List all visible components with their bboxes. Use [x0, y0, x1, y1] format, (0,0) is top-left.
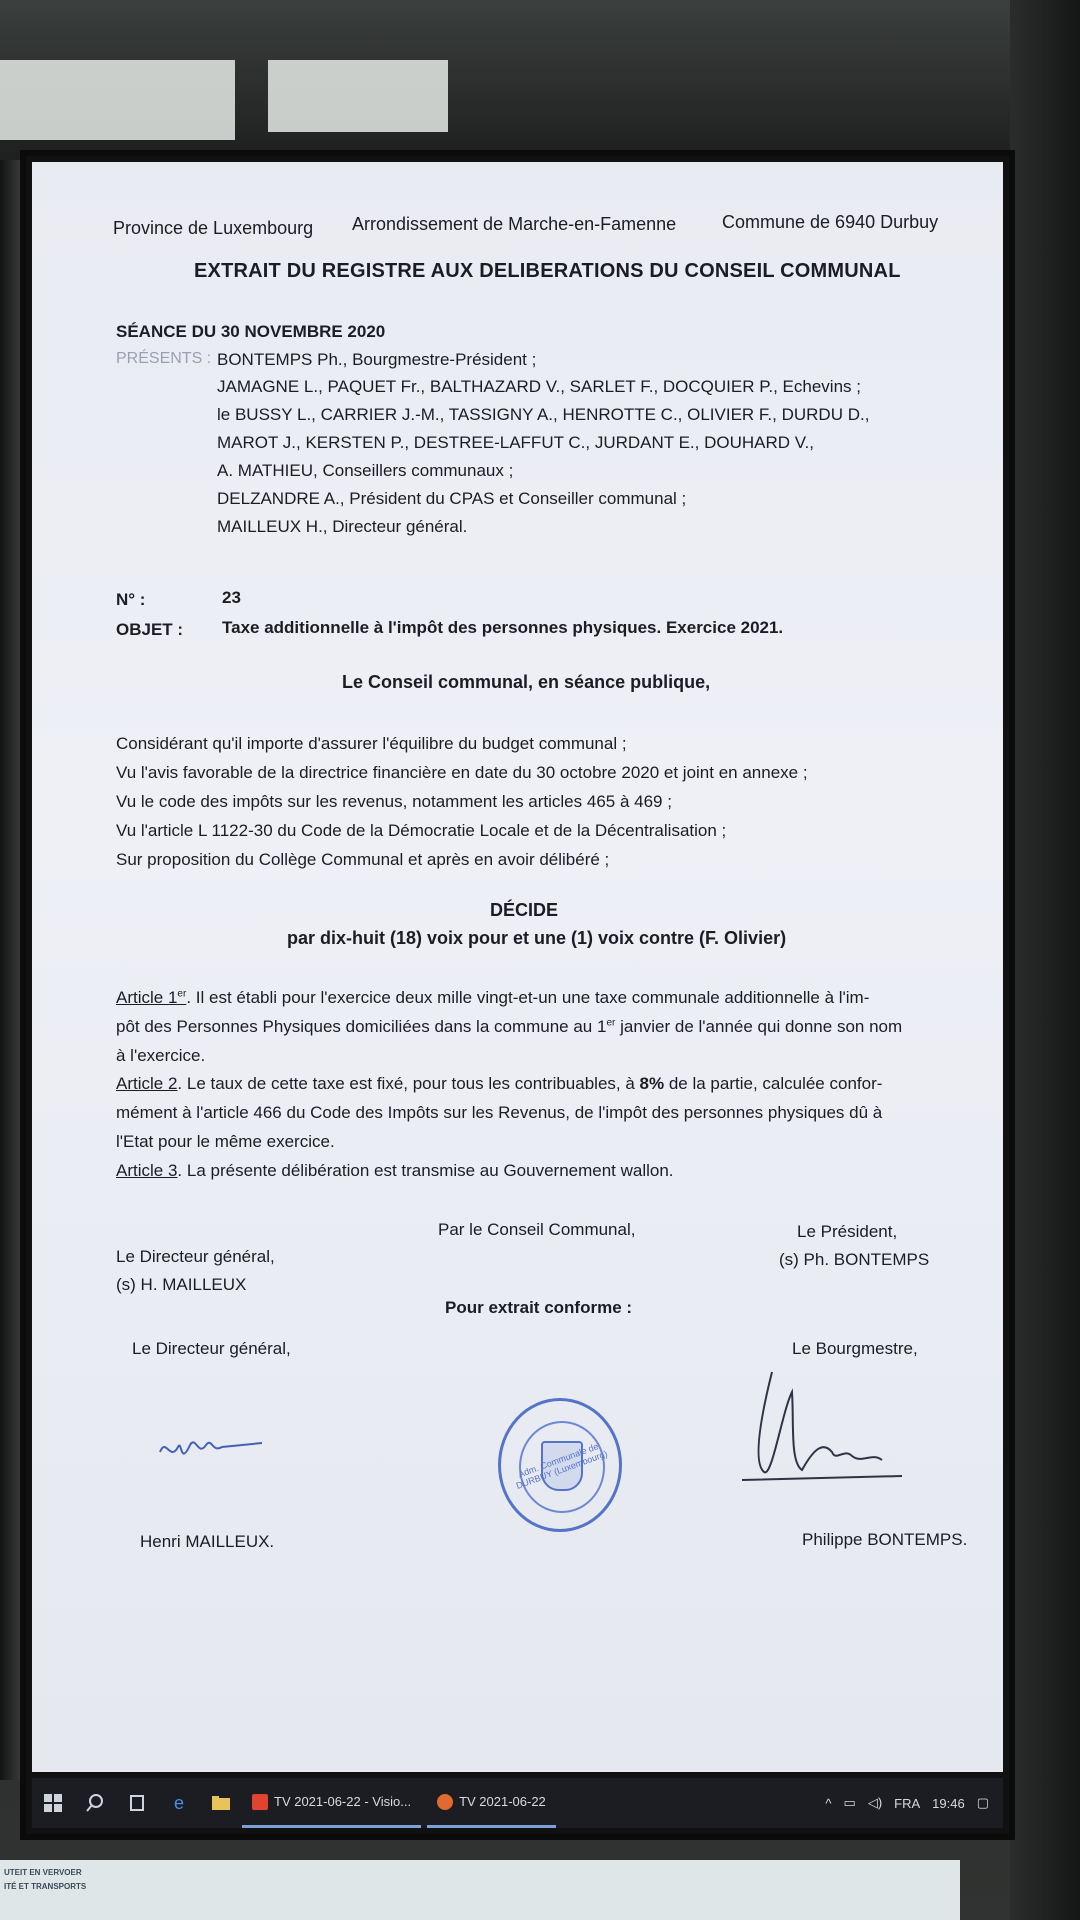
numero-label: N° :: [116, 590, 146, 609]
article-3-label: Article 3: [116, 1161, 178, 1180]
deliberation-document: [32, 162, 1003, 1772]
vote-result: par dix-huit (18) voix pour et une (1) voix contre (F. Olivier): [287, 928, 787, 948]
task-view-icon[interactable]: [126, 1792, 148, 1814]
window-frame: [1010, 0, 1080, 1920]
municipal-seal: [498, 1398, 622, 1532]
volume-icon[interactable]: ◁): [867, 1795, 883, 1810]
document-title: EXTRAIT DU REGISTRE AUX DELIBERATIONS DU CONSEIL COMMUNAL: [194, 260, 901, 282]
pour-extrait-conforme: Pour extrait conforme :: [445, 1298, 633, 1317]
directeur-label: Le Directeur général,: [116, 1247, 275, 1266]
article-1-line-3: à l'exercice.: [116, 1046, 206, 1065]
article-1-line-2: pôt des Personnes Physiques domiciliées dans la commune au 1er janvier de l'année qui donne son nom: [116, 1017, 903, 1036]
presents-line: MAROT J., KERSTEN P., DESTREE-LAFFUT C., JURDANT E., DOUHARD V.,: [217, 433, 814, 452]
bourgmestre-label: Le Bourgmestre,: [792, 1339, 918, 1358]
notifications-icon[interactable]: ▢: [976, 1795, 989, 1810]
considerant-line: Vu le code des impôts sur les revenus, notamment les articles 465 à 469 ;: [116, 792, 672, 811]
presents-line: BONTEMPS Ph., Bourgmestre-Président ;: [217, 350, 537, 369]
seance-date: SÉANCE DU 30 NOVEMBRE 2020: [116, 322, 386, 341]
search-icon[interactable]: [84, 1792, 106, 1814]
par-conseil-communal: Par le Conseil Communal,: [438, 1220, 636, 1239]
system-tray: [825, 1795, 1003, 1811]
clock[interactable]: 19:46: [932, 1795, 965, 1811]
article-2-line-2: mément à l'article 466 du Code des Impôts sur les Revenus, de l'impôt des personnes physiques dû à: [116, 1103, 883, 1122]
director-signature: [152, 1417, 272, 1477]
presents-line: JAMAGNE L., PAQUET Fr., BALTHAZARD V., SARLET F., DOCQUIER P., Echevins ;: [217, 377, 861, 396]
tax-rate: 8%: [639, 1074, 665, 1093]
directeur-label-2: Le Directeur général,: [132, 1339, 291, 1358]
presents-line: le BUSSY L., CARRIER J.-M., TASSIGNY A., HENROTTE C., OLIVIER F., DURDU D.,: [217, 405, 870, 424]
considerant-line: Vu l'avis favorable de la directrice financière en date du 30 octobre 2020 et joint en annexe ;: [116, 763, 808, 782]
header-arrondissement: Arrondissement de Marche-en-Famenne: [352, 214, 677, 234]
considerant-line: Considérant qu'il importe d'assurer l'équilibre du budget communal ;: [116, 734, 627, 753]
header-commune: Commune de 6940 Durbuy: [722, 212, 939, 232]
numero-value: 23: [222, 588, 241, 607]
signatory-left: Henri MAILLEUX.: [140, 1532, 275, 1551]
sign-text-line: UTEIT EN VERVOER: [4, 1868, 82, 1877]
objet-label: OBJET :: [116, 620, 184, 639]
article-2-label: Article 2: [116, 1074, 178, 1093]
pdf-viewer-icon: [252, 1794, 268, 1810]
presentation-icon: [437, 1794, 453, 1810]
battery-icon[interactable]: ▭: [843, 1795, 856, 1810]
objet-value: Taxe additionnelle à l'impôt des personnes physiques. Exercice 2021.: [222, 618, 784, 637]
taskbar-app-label: TV 2021-06-22 - Visio...: [274, 1794, 412, 1809]
taskbar-app-presentation[interactable]: [427, 1778, 556, 1828]
header-province: Province de Luxembourg: [113, 218, 314, 238]
ceiling-light-reflection: [268, 60, 448, 132]
mayor-signature: [732, 1352, 912, 1492]
presents-line: DELZANDRE A., Président du CPAS et Conseiller communal ;: [217, 489, 687, 508]
language-indicator[interactable]: FRA: [894, 1795, 921, 1811]
ceiling-light-reflection: [0, 60, 235, 140]
president-signed: (s) Ph. BONTEMPS: [779, 1250, 930, 1269]
windows-start-icon[interactable]: [42, 1792, 64, 1814]
decide-heading: DÉCIDE: [490, 900, 559, 920]
presents-label: PRÉSENTS :: [116, 350, 212, 367]
taskbar-app-label: TV 2021-06-22: [459, 1794, 546, 1809]
considerant-line: Sur proposition du Collège Communal et après en avoir délibéré ;: [116, 850, 610, 869]
screen: [32, 162, 1003, 1772]
conseil-heading: Le Conseil communal, en séance publique,: [342, 672, 711, 692]
signatory-right: Philippe BONTEMPS.: [802, 1530, 968, 1549]
display-monitor: [20, 150, 1015, 1840]
presents-line: A. MATHIEU, Conseillers communaux ;: [217, 461, 514, 480]
article-2-line-1: Article 2. Le taux de cette taxe est fixé, pour tous les contribuables, à 8% de la partie, calculée confor-: [116, 1074, 883, 1093]
article-1-line-1: Article 1er. Il est établi pour l'exercice deux mille vingt-et-un une taxe communale additionnelle à l'im-: [116, 988, 870, 1007]
sign-text-line: ITÉ ET TRANSPORTS: [4, 1882, 87, 1891]
seal-text: Adm. Communale de DURBUY (Luxembourg): [514, 1441, 609, 1491]
presents-line: MAILLEUX H., Directeur général.: [217, 517, 468, 536]
window-frame: [0, 160, 22, 1780]
article-2-line-3: l'Etat pour le même exercice.: [116, 1132, 335, 1151]
file-explorer-icon[interactable]: [210, 1792, 232, 1814]
taskbar-app-pdf-viewer[interactable]: [242, 1778, 421, 1828]
directeur-signed: (s) H. MAILLEUX: [116, 1275, 247, 1294]
article-3-line: Article 3. La présente délibération est transmise au Gouvernement wallon.: [116, 1161, 674, 1180]
article-1-label: Article 1er: [116, 988, 187, 1007]
chevron-up-icon[interactable]: ^: [825, 1795, 832, 1811]
windows-taskbar: [32, 1778, 1003, 1828]
edge-browser-icon[interactable]: e: [173, 1792, 184, 1813]
president-label: Le Président,: [797, 1222, 898, 1241]
considerant-line: Vu l'article L 1122-30 du Code de la Démocratie Locale et de la Décentralisation ;: [116, 821, 727, 840]
bottom-sign-strip: [0, 1860, 960, 1920]
